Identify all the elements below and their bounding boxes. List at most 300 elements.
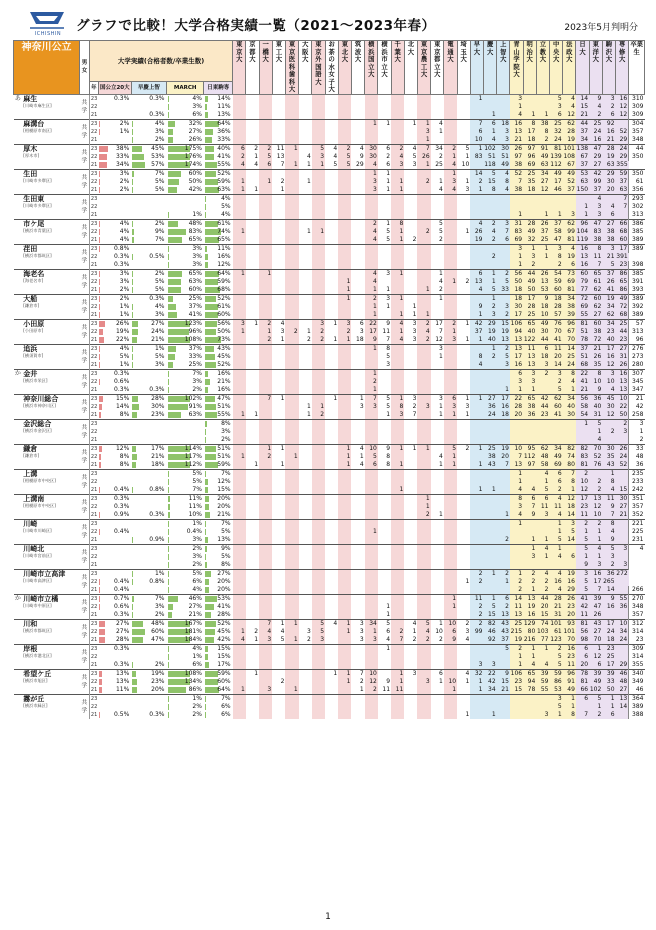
rate-value: 65% [217,235,231,243]
count-cell [510,711,523,719]
count-cell: 4 [391,153,404,161]
count-cell: 2 [439,635,443,643]
rate-bar [99,412,101,418]
count-cell [404,686,417,695]
count-cell [312,194,325,203]
count-cell: 6 [563,553,576,561]
rate-value: 15% [217,485,231,493]
count-cell [351,611,364,620]
agg-cell [204,678,233,686]
count-cell: 5 [550,94,563,103]
count-cell: 348 [629,603,645,611]
agg-cell [131,294,166,303]
school-location: [川崎市川崎区] [23,527,52,533]
rate-value: 53% [151,152,165,160]
count-cell: 349 [629,678,645,686]
count-cell [312,661,325,670]
count-cell: 12 [589,503,602,511]
count-cell: 57 [550,311,563,320]
rate-value: 16% [217,385,231,393]
count-cell [483,494,496,503]
count-cell: 1 [312,228,325,236]
count-cell [391,253,404,261]
univ-header: 青山学院大 [510,41,523,95]
count-cell: 21 [616,511,629,520]
agg-cell [131,694,166,703]
count-cell: 1 [536,111,549,120]
count-cell [285,544,298,553]
school-row [14,244,645,253]
rate-value: 4% [154,302,165,310]
count-cell [259,428,272,436]
gender-type: 共学 [80,419,90,444]
count-cell [444,111,457,120]
agg-cell [204,694,233,703]
count-cell: 49 [616,294,629,303]
count-cell [404,511,417,520]
count-cell [365,244,378,253]
count-cell: 1 [280,335,285,343]
count-cell [404,128,417,136]
count-cell [272,586,285,595]
agg-cell [98,128,131,136]
count-cell [233,694,246,703]
count-cell: 65 [523,669,536,678]
count-cell [444,669,457,678]
agg-cell [131,369,166,378]
count-cell: 5 [576,544,589,553]
count-cell [299,603,312,611]
count-cell [351,369,364,378]
count-cell [470,411,483,420]
count-cell [246,494,259,503]
rate-bar [168,137,174,143]
agg-cell [131,578,166,586]
count-cell [523,528,536,536]
count-cell [523,94,536,103]
count-cell [404,186,417,195]
rate-bar [168,346,176,352]
count-cell: 3 [391,411,404,420]
agg-cell [98,94,131,103]
count-cell: 1 [338,278,351,286]
count-cell [417,428,430,436]
count-cell: 52 [616,128,629,136]
count-cell: 6 [602,211,615,220]
count-cell [378,253,391,261]
count-cell [378,578,391,586]
count-cell [523,194,536,203]
count-cell: 82 [576,444,589,453]
count-cell [351,603,364,611]
count-cell [351,178,364,186]
rate-bar [205,262,208,268]
agg-cell [98,336,131,345]
count-cell: 9 [378,319,391,328]
count-cell: 9 [365,336,378,345]
count-cell [431,561,444,570]
count-cell: 50 [616,411,629,420]
agg-cell [204,669,233,678]
count-cell [391,111,404,120]
count-cell: 60 [589,294,602,303]
count-cell: 11 [536,503,549,511]
gender-type: 共学 [80,269,90,294]
count-cell: 276 [629,344,645,353]
count-cell [536,528,549,536]
count-cell [285,253,298,261]
count-cell: 3 [412,327,417,335]
agg-cell [204,628,233,636]
count-cell [365,486,378,495]
count-cell: 7 [497,461,510,470]
count-cell [233,578,246,586]
agg-cell [98,186,131,195]
count-cell: 46 [483,628,496,636]
count-cell [351,269,364,278]
count-cell: 6 [576,694,589,703]
count-cell [365,494,378,503]
count-cell: 7 [351,669,364,678]
count-cell: 63 [616,186,629,195]
rate-value: 1% [192,210,202,218]
rate-value: 3% [119,277,130,285]
count-cell: 3 [616,544,629,553]
agg-cell [131,353,166,361]
count-cell [483,644,496,653]
count-cell: 56 [510,269,523,278]
school-row [14,611,645,620]
agg-cell [167,111,204,120]
agg-cell [131,286,166,295]
agg-cell [167,711,204,719]
count-cell [285,194,298,203]
rate-bar [168,104,169,110]
agg-cell [131,403,166,411]
agg-cell [131,469,166,478]
count-cell [299,594,312,603]
count-cell: 7 [259,394,272,403]
count-cell [312,561,325,570]
count-cell: 25 [483,444,496,453]
count-cell [457,111,470,120]
count-cell [338,119,351,128]
count-cell: 94 [523,678,536,686]
school-row [14,178,645,186]
univ-header: 横浜市立大 [378,41,391,95]
count-cell: 347 [629,386,645,395]
rate-value: 14% [115,402,130,410]
agg-cell [167,469,204,478]
count-cell [457,203,470,211]
count-cell: 34 [483,686,496,695]
count-cell: 96 [576,219,589,228]
agg-cell [131,94,166,103]
rate-value: 10% [188,510,202,518]
count-cell [444,294,457,303]
count-cell: 1 [417,136,430,145]
count-cell [338,236,351,245]
agg-cell [204,436,233,445]
count-cell: 13 [510,344,523,353]
count-cell [404,219,417,228]
count-cell [312,236,325,245]
count-cell: 48 [536,453,549,461]
rate-value: 117% [184,452,202,460]
count-cell [444,703,457,711]
agg-cell [131,203,166,211]
rate-value: 3% [192,252,202,260]
year-cell: 22 [90,278,98,285]
count-cell: 1 [378,219,391,228]
count-cell: 19 [523,603,536,611]
count-cell [233,678,246,686]
count-cell [417,711,430,719]
count-cell [312,678,325,686]
count-cell [338,569,351,578]
count-cell [483,261,496,270]
count-cell: 15 [536,611,549,620]
count-cell [457,536,470,545]
count-cell: 12 [616,103,629,111]
count-cell [246,544,259,553]
univ-header: 東京外国語大 [312,41,325,95]
count-cell [285,603,298,611]
count-cell: 3 [391,161,404,170]
count-cell [431,661,444,670]
count-cell [246,194,259,203]
rate-value: 5% [192,469,202,477]
rate-value: 30% [151,402,165,410]
agg-cell [98,194,131,203]
count-cell [285,178,298,186]
count-cell [497,544,510,553]
count-cell [246,569,259,578]
count-cell [285,344,298,353]
count-cell: 27 [589,161,602,170]
count-cell: 1 [576,419,589,428]
count-cell: 4 [325,619,338,628]
count-cell: 5 [312,144,325,153]
count-cell: 119 [576,235,589,243]
school-row [14,361,645,370]
count-cell: 1 [233,453,246,461]
count-cell: 8 [563,478,576,486]
agg-cell [98,328,131,336]
count-cell: 66 [576,686,589,695]
agg-cell [204,369,233,378]
count-cell [299,711,312,719]
count-cell [417,611,430,620]
school-location: [川崎市多摩区] [23,177,52,183]
count-cell: 4 [254,160,259,168]
count-cell [299,269,312,278]
count-cell: 9 [359,152,364,160]
count-cell: 7 [589,261,602,270]
count-cell: 4 [497,186,510,195]
count-cell [470,644,483,653]
count-cell: 4 [386,635,391,643]
count-cell [325,361,338,370]
page-header [0,0,656,40]
year-cell: 21 [90,311,98,318]
count-cell [351,253,364,261]
rate-bar [168,237,182,243]
count-cell [338,394,351,403]
count-cell: 28 [550,303,563,311]
rate-value: 18% [151,460,165,468]
count-cell [444,611,457,620]
school-name-text: 川崎市立橘 [23,594,59,603]
count-cell: 13 [510,128,523,136]
count-cell: 4 [365,269,378,278]
agg-cell [131,119,166,128]
rate-value: 55% [217,160,231,168]
rate-bar [132,637,142,643]
school-location: [横浜市神奈川区] [23,402,56,408]
count-cell [285,703,298,711]
count-cell: 44 [536,594,549,603]
rate-bar [99,329,103,335]
gender-type: 共学 [80,219,90,244]
count-cell: 4 [272,319,285,328]
count-cell: 76 [550,319,563,328]
count-cell: 108 [563,152,575,160]
count-cell: 1 [497,578,510,586]
count-cell [338,403,351,411]
rate-bar [168,187,177,193]
count-cell: 67 [576,153,589,161]
count-cell: 3 [378,294,391,303]
count-cell [312,394,325,403]
count-cell [299,461,312,470]
rate-value: 6% [192,660,202,668]
rate-value: 181% [184,627,202,635]
count-cell [259,586,272,595]
count-cell [325,711,338,719]
agg-cell [167,261,204,270]
count-cell: 72 [616,303,629,311]
count-cell [285,119,298,128]
count-cell [391,369,404,378]
count-cell: 357 [629,503,645,511]
count-cell: 2 [536,586,549,595]
count-cell [233,344,246,353]
school-row [14,519,645,528]
count-cell: 9 [576,561,589,570]
count-cell: 42 [470,319,483,328]
count-cell [259,503,272,511]
agg-cell [167,119,204,128]
count-cell: 43 [483,461,496,470]
rate-bar [168,537,169,543]
count-cell: 2 [470,569,483,578]
count-cell [246,469,259,478]
count-cell [299,544,312,553]
count-cell [233,561,246,570]
count-cell [259,311,272,320]
rate-bar [132,687,136,693]
count-cell [404,211,417,220]
count-cell [272,703,285,711]
count-cell [431,578,444,586]
count-cell [365,694,378,703]
count-cell [259,136,272,145]
agg-cell [131,453,166,461]
agg-cell [98,386,131,395]
kana-initial: か [14,594,23,619]
count-cell [431,611,444,620]
count-cell: 2 [246,144,259,153]
rate-value: 13% [115,677,130,685]
count-cell: 1 [417,119,430,128]
count-cell [299,253,312,261]
count-cell: 4 [563,244,576,253]
count-cell: 16 [523,611,536,620]
count-cell [391,644,404,653]
count-cell [233,603,246,611]
count-cell: 356 [629,186,645,195]
rate-value: 33% [188,352,202,360]
count-cell [431,136,444,145]
count-cell [457,103,470,111]
count-cell: 92 [483,636,496,645]
agg-header: 国公立20大 [98,82,131,94]
rate-bar [205,362,216,368]
count-cell: 19 [510,636,523,645]
school-location: [横須賀市] [23,352,44,358]
agg-cell [131,428,166,436]
count-cell [351,169,364,178]
count-cell: 1 [431,619,444,628]
count-cell [351,378,364,386]
count-cell: 1 [285,144,298,153]
count-cell [378,536,391,545]
rate-value: 0.3% [149,510,165,518]
count-cell [259,711,272,719]
count-cell: 1 [576,211,589,220]
count-cell: 12 [563,111,576,120]
count-cell: 3 [550,244,563,253]
count-cell: 3 [602,369,615,378]
count-cell [391,594,404,603]
count-cell: 27 [589,311,602,320]
count-cell: 50 [523,286,536,295]
rate-value: 0.4% [114,485,130,493]
agg-cell [131,328,166,336]
count-cell [325,178,338,186]
count-cell [404,578,417,586]
univ-header: 慶大 [483,41,496,95]
count-cell: 52 [616,461,629,470]
count-cell [338,386,351,395]
count-cell: 2 [457,619,470,628]
year-cell: 21 [90,361,98,368]
count-cell [629,561,645,570]
kana-initial [14,619,23,644]
count-cell: 4 [510,486,523,495]
agg-cell [98,519,131,528]
count-cell [299,319,312,328]
count-cell [325,386,338,395]
univ-header: 横浜国立大 [365,41,378,95]
rate-value: 0.3% [114,252,130,260]
count-cell [299,428,312,436]
count-cell [536,653,549,661]
count-cell [417,653,430,661]
count-cell [444,119,457,128]
count-cell [497,111,510,120]
